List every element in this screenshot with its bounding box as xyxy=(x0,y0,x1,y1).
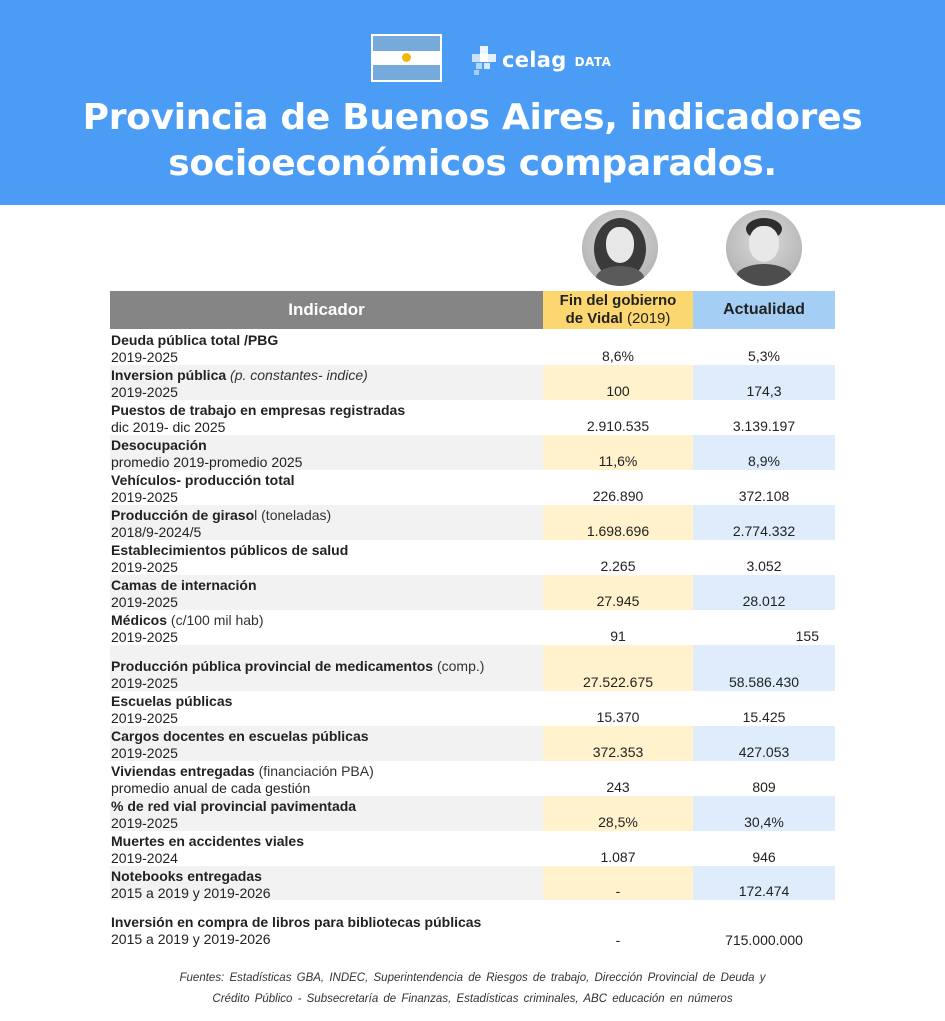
row-value-current: 5,3% xyxy=(748,348,780,364)
row-value-current: 3.052 xyxy=(746,558,782,574)
portrait-vidal xyxy=(582,210,658,286)
table-row xyxy=(110,831,835,866)
sources-footnote xyxy=(0,968,945,1010)
row-period: 2019-2025 xyxy=(111,710,178,726)
row-period: promedio 2019-promedio 2025 xyxy=(111,454,303,470)
title-line-2: socioeconómicos comparados. xyxy=(168,143,777,184)
celag-data-logo xyxy=(472,44,611,76)
row-label xyxy=(111,577,543,611)
vidal-header-line-1: Fin del gobierno xyxy=(559,292,677,309)
row-value-vidal: 11,6% xyxy=(543,435,693,470)
row-period: 2019-2025 xyxy=(111,594,178,610)
table-row xyxy=(110,691,835,726)
column-header-current: Actualidad xyxy=(693,291,835,329)
table-row xyxy=(110,400,835,435)
row-qualifier: (comp.) xyxy=(436,658,485,674)
row-period: promedio anual de cada gestión xyxy=(111,780,311,796)
row-value-vidal: 8,6% xyxy=(602,348,634,364)
row-value-vidal: 28,5% xyxy=(543,796,693,831)
row-value-current: 2.774.332 xyxy=(693,505,835,540)
row-label xyxy=(111,402,543,436)
row-period: 2019-2025 xyxy=(111,349,178,365)
row-label xyxy=(111,507,543,541)
row-qualifier: (c/100 mil hab) xyxy=(170,612,264,628)
row-qualifier: (financiación PBA) xyxy=(258,763,374,779)
page-title xyxy=(0,95,945,187)
row-title: % de red vial provincial pavimentada xyxy=(111,798,357,814)
row-value-vidal: 100 xyxy=(543,365,693,400)
row-period: 2015 a 2019 y 2019-2026 xyxy=(111,931,271,947)
row-title: Viviendas entregadas xyxy=(111,763,255,779)
row-qualifier: l (toneladas) xyxy=(254,507,332,523)
row-value-vidal: 2.265 xyxy=(600,558,636,574)
row-title: Producción de giraso xyxy=(111,507,255,523)
row-period: 2019-2024 xyxy=(111,850,178,866)
argentina-flag-icon xyxy=(371,34,442,82)
row-label xyxy=(111,612,543,646)
row-value-current: 155 xyxy=(795,628,819,644)
row-title: Vehículos- producción total xyxy=(111,472,295,488)
table-row xyxy=(110,761,835,796)
row-period: 2019-2025 xyxy=(111,815,178,831)
row-value-current: 58.586.430 xyxy=(693,645,835,691)
row-title: Escuelas públicas xyxy=(111,693,233,709)
row-period: 2019-2025 xyxy=(111,675,178,691)
table-row xyxy=(110,365,835,400)
table-row xyxy=(110,645,835,691)
portrait-current-governor xyxy=(726,210,802,286)
row-title: Desocupación xyxy=(111,437,207,453)
row-period: 2019-2025 xyxy=(111,384,178,400)
row-value-current: 715.000.000 xyxy=(725,932,803,948)
row-value-vidal: 27.522.675 xyxy=(543,645,693,691)
indicator-table xyxy=(110,330,835,954)
row-value-vidal: 1.087 xyxy=(600,849,636,865)
row-label xyxy=(111,693,543,727)
sources-line-2: Crédito Público - Subsecretaría de Finanzas, Estadísticas criminales, ABC educación en números xyxy=(212,993,733,1005)
row-title: Establecimientos públicos de salud xyxy=(111,542,349,558)
table-row xyxy=(110,726,835,761)
row-title: Inversión en compra de libros para bibliotecas públicas xyxy=(111,914,482,930)
row-label xyxy=(111,833,543,867)
row-value-current: 427.053 xyxy=(693,726,835,761)
row-period: 2019-2025 xyxy=(111,745,178,761)
row-title: Camas de internación xyxy=(111,577,257,593)
row-label xyxy=(111,868,543,902)
logo-suffix: DATA xyxy=(574,55,612,69)
table-row xyxy=(110,470,835,505)
celag-logo-icon xyxy=(472,44,498,76)
row-title: Muertes en accidentes viales xyxy=(111,833,304,849)
row-value-vidal: - xyxy=(615,932,621,948)
row-value-current: 809 xyxy=(752,779,776,795)
row-value-vidal: 1.698.696 xyxy=(543,505,693,540)
row-value-vidal: - xyxy=(543,866,693,900)
row-period: 2015 a 2019 y 2019-2026 xyxy=(111,885,271,901)
table-row xyxy=(110,330,835,365)
row-title: Cargos docentes en escuelas públicas xyxy=(111,728,369,744)
row-value-current: 372.108 xyxy=(738,488,790,504)
table-row xyxy=(110,796,835,831)
vidal-header-line-2 xyxy=(560,310,677,328)
row-label xyxy=(111,798,543,832)
row-value-current: 28.012 xyxy=(693,575,835,610)
row-period: 2019-2025 xyxy=(111,489,178,505)
row-value-vidal: 243 xyxy=(606,779,630,795)
column-header-vidal xyxy=(543,291,693,329)
row-label xyxy=(111,332,543,366)
title-line-1: Provincia de Buenos Aires, indicadores xyxy=(82,97,863,138)
logo-wordmark: celag xyxy=(502,48,567,72)
sources-line-1: Fuentes: Estadísticas GBA, INDEC, Superintendencia de Riesgos de trabajo, Dirección Provincial de Deuda y xyxy=(179,972,766,984)
table-row xyxy=(110,540,835,575)
row-value-current: 946 xyxy=(752,849,776,865)
row-value-vidal: 226.890 xyxy=(592,488,644,504)
row-value-current: 172.474 xyxy=(693,866,835,900)
row-label xyxy=(111,914,543,948)
table-row xyxy=(110,900,835,954)
row-value-vidal: 27.945 xyxy=(543,575,693,610)
row-title: Notebooks entregadas xyxy=(111,868,262,884)
row-period: 2019-2025 xyxy=(111,629,178,645)
vidal-header-name: de Vidal xyxy=(565,310,623,327)
row-period: 2018/9-2024/5 xyxy=(111,524,202,540)
row-value-vidal: 15.370 xyxy=(596,709,640,725)
table-row xyxy=(110,866,835,900)
row-value-current: 15.425 xyxy=(742,709,786,725)
row-title: Producción pública provincial de medicamentos xyxy=(111,658,434,674)
table-row xyxy=(110,610,835,645)
row-value-vidal: 372.353 xyxy=(543,726,693,761)
column-header-indicator: Indicador xyxy=(110,291,543,329)
row-label xyxy=(111,658,543,692)
row-period: 2019-2025 xyxy=(111,559,178,575)
row-label xyxy=(111,728,543,762)
row-title: Médicos xyxy=(111,612,168,628)
row-value-vidal: 2.910.535 xyxy=(586,418,650,434)
table-row xyxy=(110,435,835,470)
row-label xyxy=(111,367,543,401)
row-qualifier: (p. constantes- indice) xyxy=(230,367,368,383)
row-label xyxy=(111,437,543,471)
row-title: Deuda pública total /PBG xyxy=(111,332,279,348)
row-period: dic 2019- dic 2025 xyxy=(111,419,226,435)
header-banner xyxy=(0,0,945,205)
row-label xyxy=(111,542,543,576)
vidal-header-year: (2019) xyxy=(627,310,671,327)
row-value-vidal: 91 xyxy=(610,628,626,644)
row-title: Puestos de trabajo en empresas registradas xyxy=(111,402,406,418)
row-value-current: 3.139.197 xyxy=(732,418,796,434)
row-label xyxy=(111,472,543,506)
row-value-current: 8,9% xyxy=(693,435,835,470)
row-label xyxy=(111,763,543,797)
row-value-current: 174,3 xyxy=(693,365,835,400)
row-title: Inversion pública xyxy=(111,367,227,383)
row-value-current: 30,4% xyxy=(693,796,835,831)
table-row xyxy=(110,505,835,540)
table-row xyxy=(110,575,835,610)
